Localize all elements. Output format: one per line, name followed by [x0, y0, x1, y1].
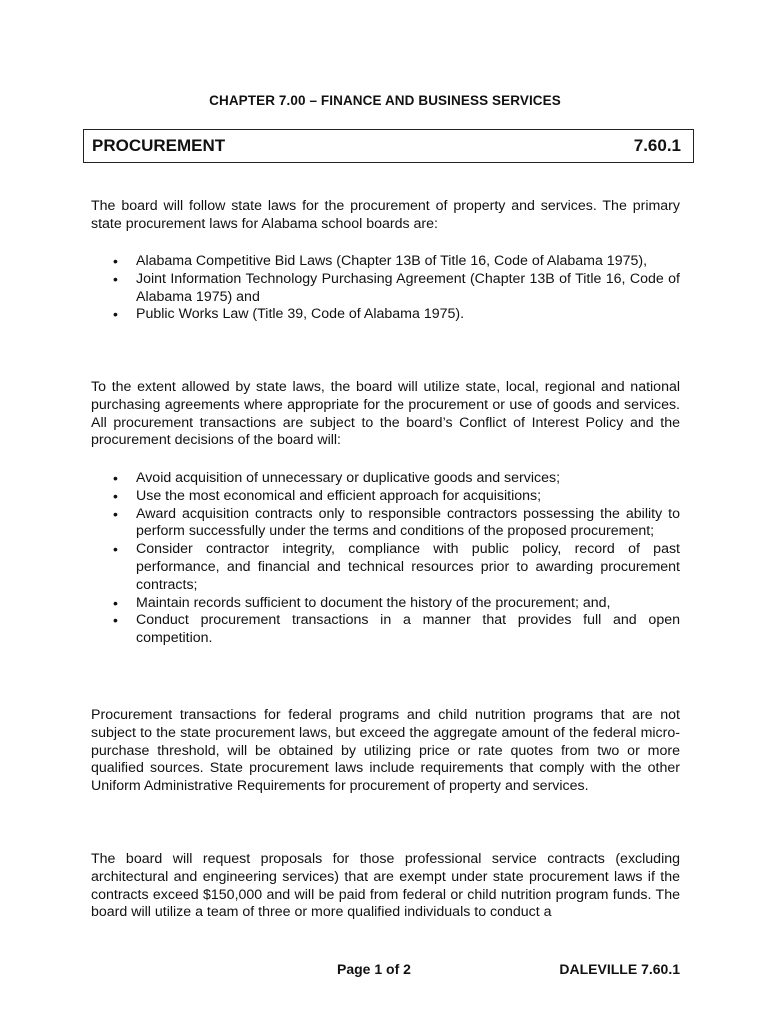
paragraph-intro: The board will follow state laws for the procurement of property and services. The primary state procurement laws for Alabama school boards are: [91, 198, 680, 232]
list-item-text: Use the most economical and efficient approach for acquisitions; [136, 487, 542, 504]
list-item-text: Alabama Competitive Bid Laws (Chapter 13B of Title 16, Code of Alabama 1975), [136, 253, 648, 269]
list-item [91, 506, 680, 542]
bullet-icon: • [113, 253, 118, 269]
list-item-text: Joint Information Technology Purchasing Agreement (Chapter 13B of Title 16, Code of Alabama 1975) and [136, 270, 680, 305]
list-item [91, 306, 680, 324]
paragraph-federal-programs: Procurement transactions for federal programs and child nutrition programs that are not subject to the state procurement laws, but exceed the aggregate amount of the federal micro-purchase threshold, will be obtained by utilizing price or rate quotes from two or more qualified sources. State procurement laws include requirements that comply with the other Uniform Administrative Requirements for procurement of property and services. [91, 707, 680, 795]
decisions-list [91, 470, 680, 648]
policy-number: 7.60.1 [633, 136, 681, 155]
list-item [91, 470, 680, 488]
policy-title: PROCUREMENT [92, 136, 226, 155]
laws-list [91, 253, 680, 324]
list-item-text: Public Works Law (Title 39, Code of Alabama 1975). [136, 306, 465, 323]
chapter-heading: CHAPTER 7.00 – FINANCE AND BUSINESS SERVICES [209, 93, 561, 108]
list-item-text: Consider contractor integrity, compliance with public policy, record of past performance, and financial and technical resources prior to awarding procurement contracts; [136, 541, 680, 593]
list-item-text: Maintain records sufficient to document the history of the procurement; and, [136, 594, 611, 611]
bullet-icon: • [113, 612, 118, 629]
policy-title-box [83, 129, 694, 163]
footer-policy-code: DALEVILLE 7.60.1 [559, 961, 680, 977]
bullet-icon: • [113, 270, 118, 287]
paragraph-professional-services: The board will request proposals for those professional service contracts (excluding architectural and engineering services) that are exempt under state procurement laws if the contracts exceed $150,000 and will be paid from federal or child nutrition program funds. The board will utilize a team of three or more qualified individuals to conduct a [91, 851, 680, 921]
bullet-icon: • [113, 505, 118, 522]
list-item [91, 612, 680, 648]
list-item-text: Avoid acquisition of unnecessary or duplicative goods and services; [136, 470, 561, 486]
list-item-text: Conduct procurement transactions in a manner that provides full and open competition. [136, 612, 680, 647]
paragraph-purchasing-agreements: To the extent allowed by state laws, the board will utilize state, local, regional and national purchasing agreements where appropriate for the procurement or use of goods and services. All procurement transactions are subject to the board’s Conflict of Interest Policy and the procurement decisions of the board will: [91, 379, 680, 449]
bullet-icon: • [113, 541, 118, 558]
list-item [91, 271, 680, 307]
list-item [91, 488, 680, 506]
bullet-icon: • [113, 306, 118, 323]
list-item [91, 253, 680, 271]
list-item [91, 595, 680, 613]
bullet-icon: • [113, 594, 118, 611]
list-item [91, 541, 680, 594]
bullet-icon: • [113, 487, 118, 504]
bullet-icon: • [113, 470, 118, 486]
footer-page-number: Page 1 of 2 [337, 961, 411, 977]
list-item-text: Award acquisition contracts only to responsible contractors possessing the ability to perform successfully under the terms and conditions of the proposed procurement; [136, 505, 680, 540]
